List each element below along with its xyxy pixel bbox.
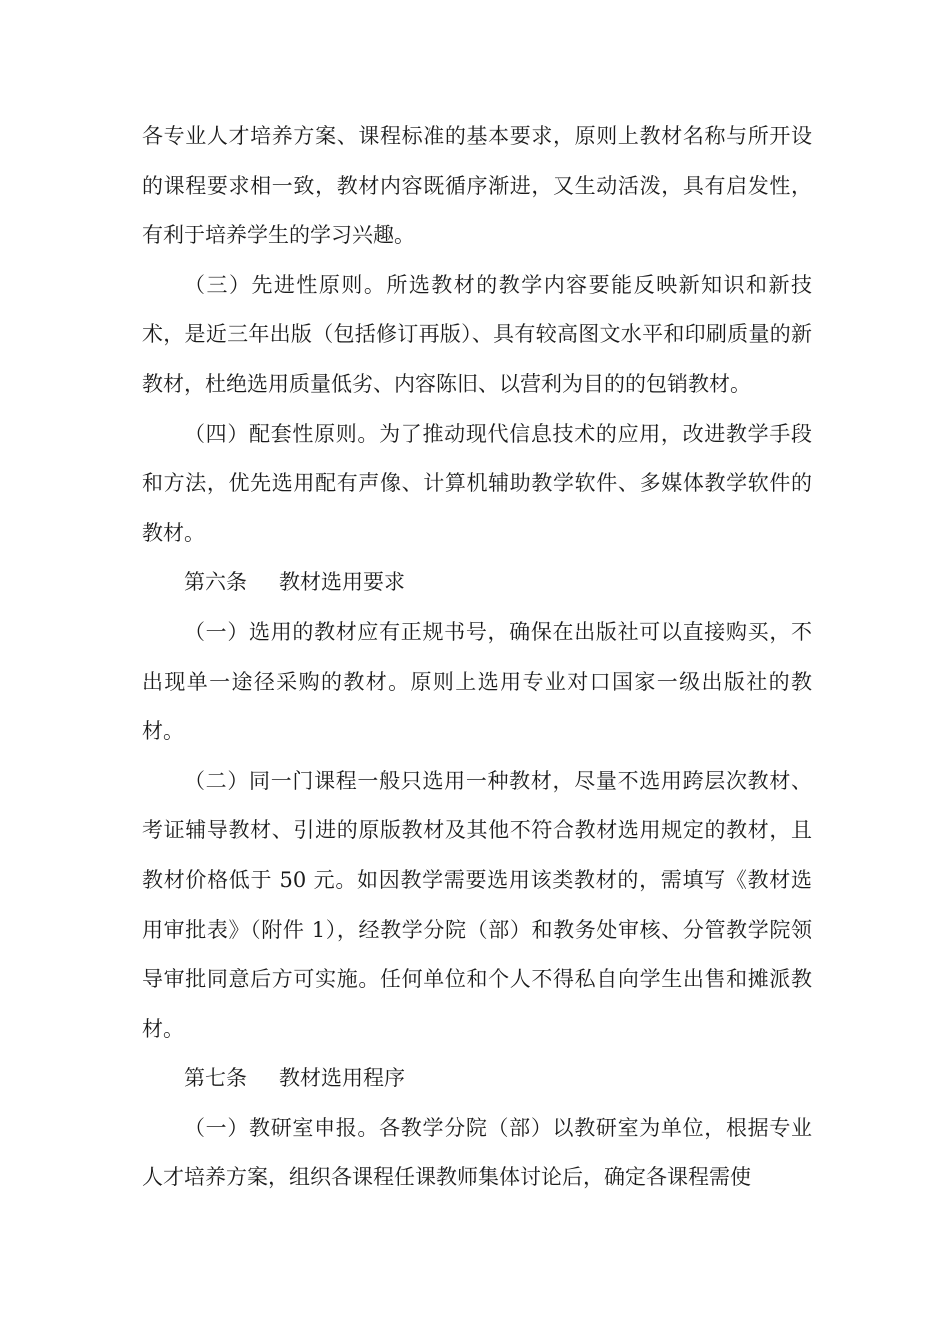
article-title: 教材选用要求 bbox=[279, 570, 405, 595]
paragraph-requirement-2: （二）同一门课程一般只选用一种教材，尽量不选用跨层次教材、考证辅导教材、引进的原版教材及其他不符合教材选用规定的教材，且教材价格低于 50 元。如因教学需要选用该类教材的，需填写《教材选用审批表》（附件 1），经教学分院（部）和教务处审核、分管教学院领导审批同意后方可实施。任何单位和个人不得私自向学生出售和摊派教材。 bbox=[142, 768, 812, 1041]
paragraph-principle-advanced: （三）先进性原则。所选教材的教学内容要能反映新知识和新技术，是近三年出版（包括修订再版）、具有较高图文水平和印刷质量的新教材，杜绝选用质量低劣、内容陈旧、以营利为目的的包销教材。 bbox=[142, 272, 812, 396]
article-number: 第七条 bbox=[184, 1066, 247, 1091]
paragraph-procedure-1: （一）教研室申报。各教学分院（部）以教研室为单位，根据专业人才培养方案，组织各课程任课教师集体讨论后，确定各课程需使 bbox=[142, 1115, 812, 1190]
article-heading-6 bbox=[142, 558, 812, 608]
document-body bbox=[142, 112, 812, 1203]
paragraph-continuation: 各专业人才培养方案、课程标准的基本要求，原则上教材名称与所开设的课程要求相一致，教材内容既循序渐进，又生动活泼，具有启发性，有利于培养学生的学习兴趣。 bbox=[142, 124, 812, 248]
paragraph-principle-supporting: （四）配套性原则。为了推动现代信息技术的应用，改进教学手段和方法，优先选用配有声像、计算机辅助教学软件、多媒体教学软件的教材。 bbox=[142, 421, 812, 545]
paragraph-requirement-1: （一）选用的教材应有正规书号，确保在出版社可以直接购买，不出现单一途径采购的教材。原则上选用专业对口国家一级出版社的教材。 bbox=[142, 619, 812, 744]
article-heading-7 bbox=[142, 1054, 812, 1104]
article-title: 教材选用程序 bbox=[279, 1066, 405, 1091]
article-number: 第六条 bbox=[184, 570, 247, 595]
